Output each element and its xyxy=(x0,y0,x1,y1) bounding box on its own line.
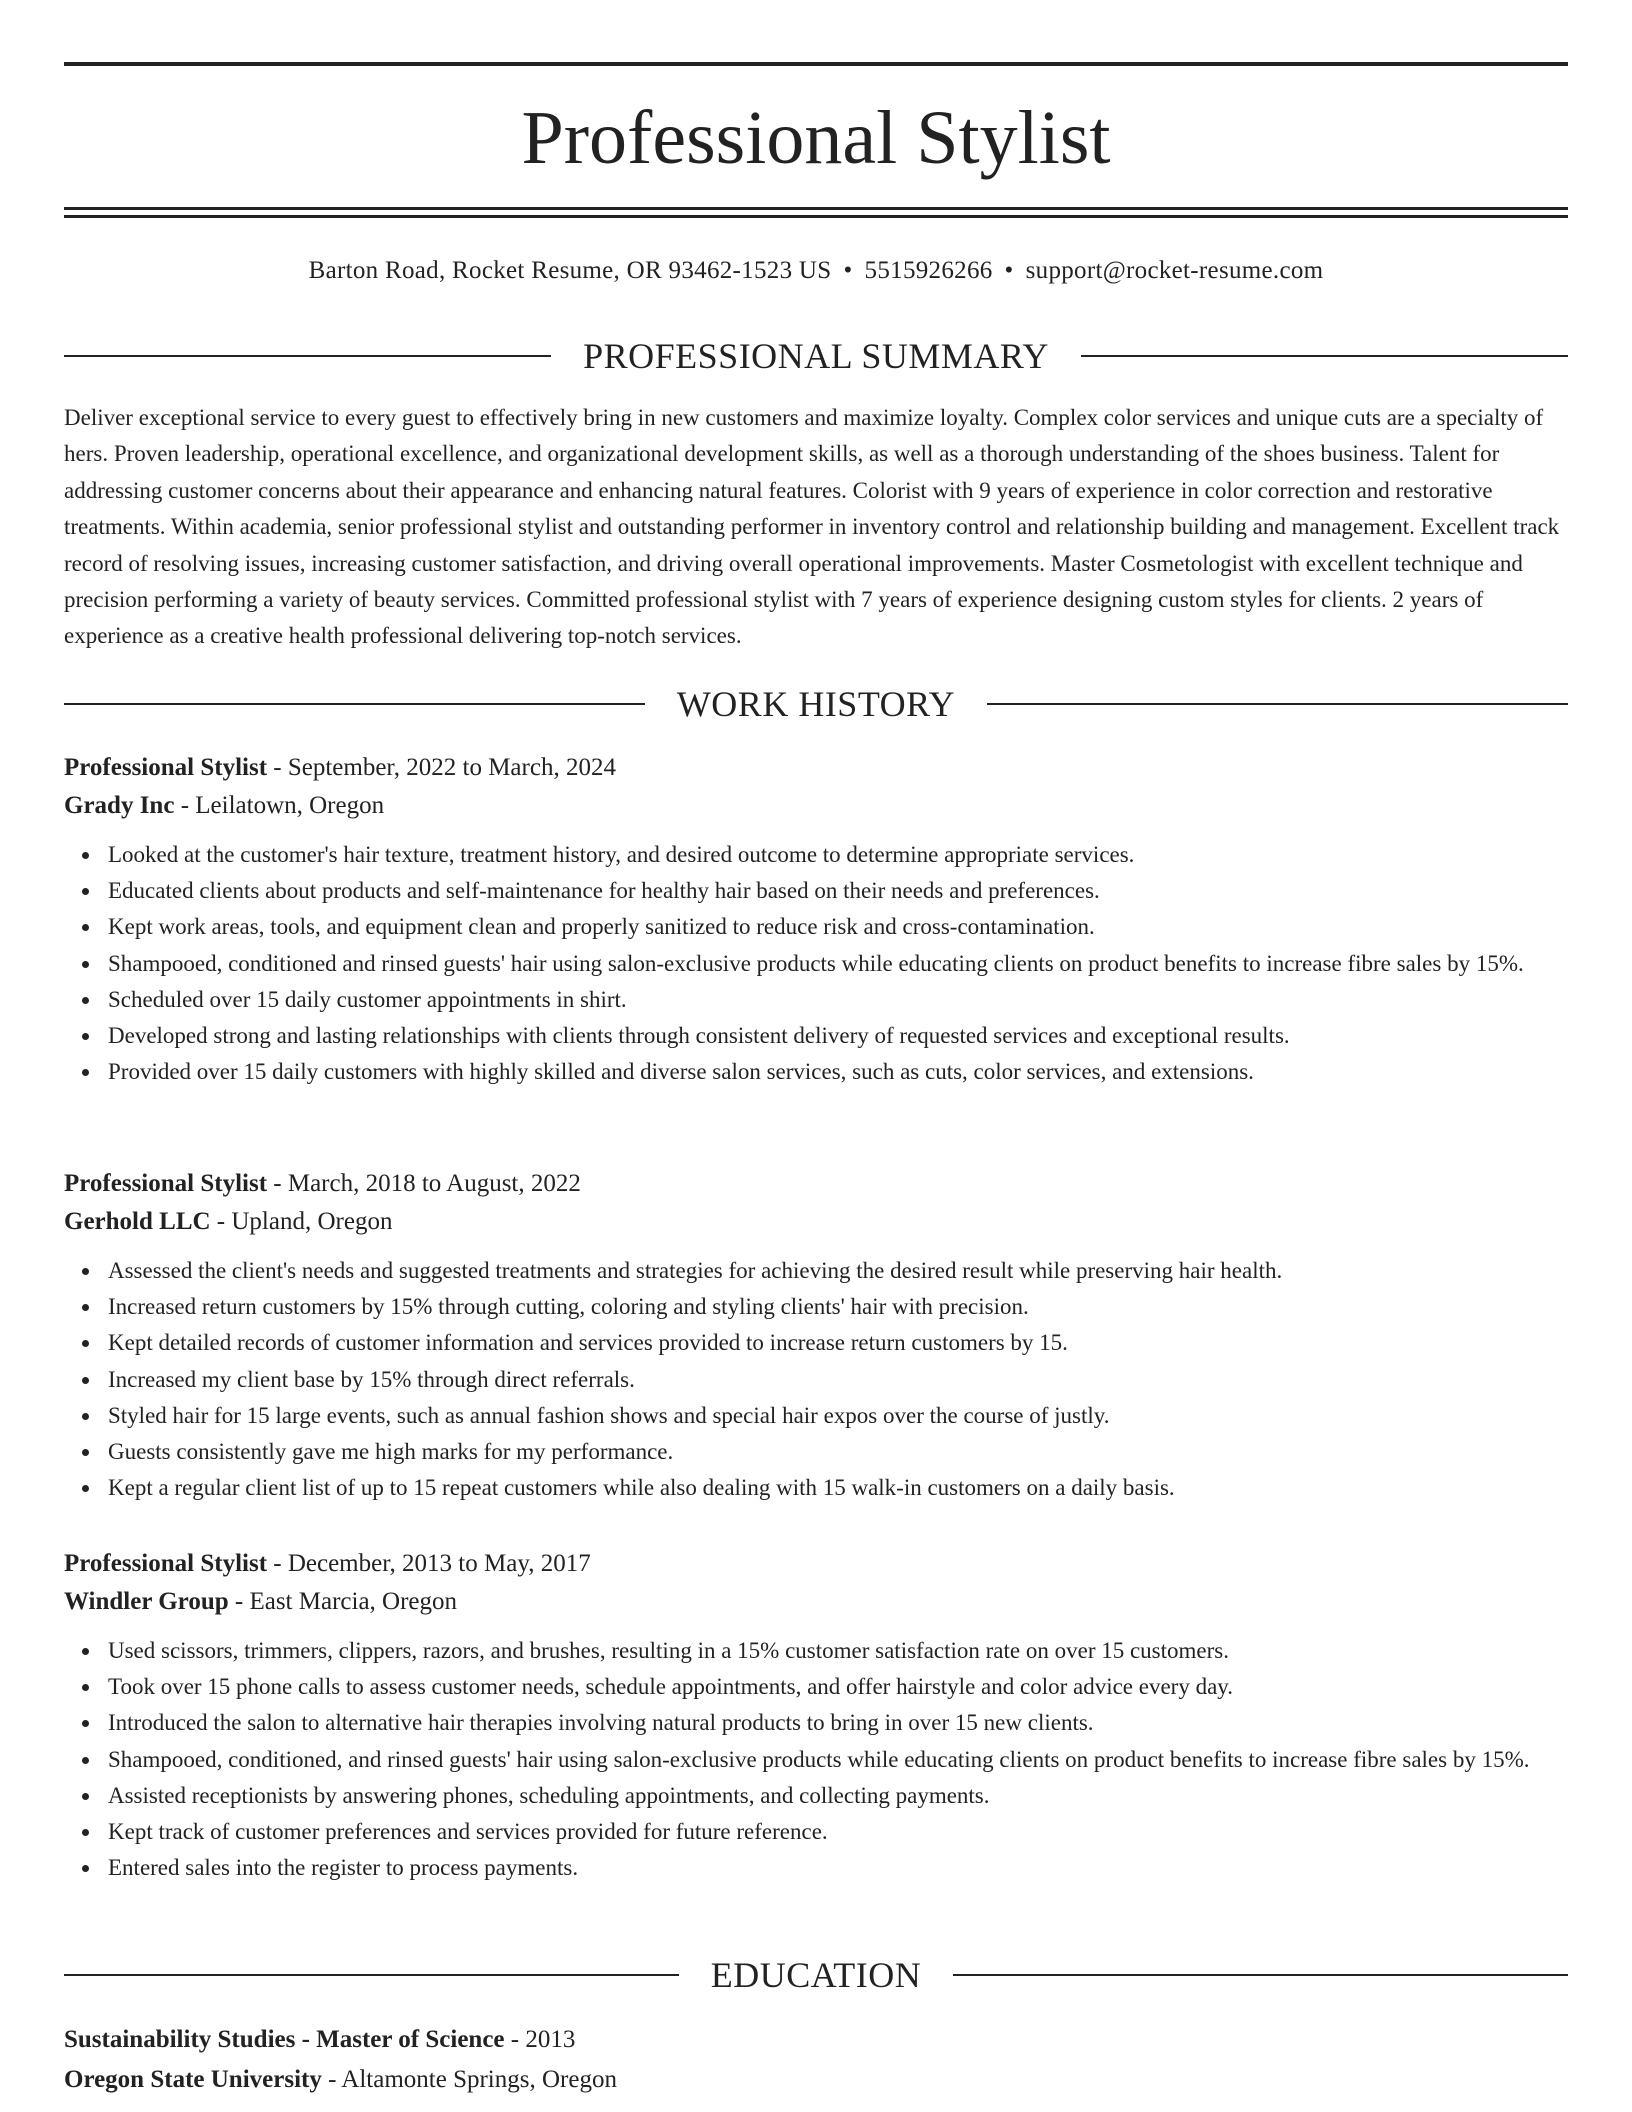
summary-heading xyxy=(64,334,1568,378)
job-bullet: Looked at the customer's hair texture, treatment history, and desired outcome to determine appropriate services. xyxy=(108,837,1568,873)
job-bullet: Used scissors, trimmers, clippers, razors, and brushes, resulting in a 15% customer satisfaction rate on over 15 customers. xyxy=(108,1633,1568,1669)
education-year: - 2013 xyxy=(504,2026,576,2053)
education-degree-line xyxy=(64,2020,1568,2060)
heading-rule-right xyxy=(987,703,1568,705)
job-entry xyxy=(64,749,1568,1090)
job-role: Professional Stylist xyxy=(64,1550,268,1577)
education-location: - Altamonte Springs, Oregon xyxy=(321,2066,617,2093)
job-bullet: Styled hair for 15 large events, such as annual fashion shows and special hair expos over the course of justly. xyxy=(108,1398,1568,1434)
job-location: - East Marcia, Oregon xyxy=(228,1588,458,1615)
education-degree: Sustainability Studies - Master of Science xyxy=(64,2026,505,2053)
job-dates: - December, 2013 to May, 2017 xyxy=(267,1550,591,1577)
job-bullet: Guests consistently gave me high marks for my performance. xyxy=(108,1434,1568,1470)
job-bullet: Increased my client base by 15% through direct referrals. xyxy=(108,1362,1568,1398)
job-bullet: Kept detailed records of customer information and services provided to increase return customers by 15. xyxy=(108,1325,1568,1361)
contact-email: support@rocket-resume.com xyxy=(1025,257,1324,284)
summary-text: Deliver exceptional service to every guest to effectively bring in new customers and maximize loyalty. Complex color services and unique cuts are a specialty of hers. Proven leadership, operational excellence, and organizational development skills, as well as a thorough understanding of the shoes business. Talent for addressing customer concerns about their appearance and enhancing natural features. Colorist with 9 years of experience in color correction and restorative treatments. Within academia, senior professional stylist and outstanding performer in inventory control and relationship building and management. Excellent track record of resolving issues, increasing customer satisfaction, and driving overall operational improvements. Master Cosmetologist with excellent technique and precision performing a variety of beauty services. Committed professional stylist with 7 years of experience designing custom styles for clients. 2 years of experience as a creative health professional delivering top-notch services. xyxy=(64,405,1560,649)
job-bullet: Shampooed, conditioned and rinsed guests' hair using salon-exclusive products while educating clients on product benefits to increase fibre sales by 15%. xyxy=(108,946,1568,982)
heading-rule-right xyxy=(1081,355,1568,357)
job-location: - Upland, Oregon xyxy=(210,1208,393,1235)
job-company: Grady Inc xyxy=(64,792,175,819)
job-bullets xyxy=(64,1633,1568,1886)
education-title: EDUCATION xyxy=(710,1955,922,1995)
job-bullet: Educated clients about products and self-maintenance for healthy hair based on their needs and preferences. xyxy=(108,873,1568,909)
education-heading xyxy=(64,1953,1568,1997)
job-bullet: Introduced the salon to alternative hair therapies involving natural products to bring in over 15 new clients. xyxy=(108,1705,1568,1741)
job-bullet: Assessed the client's needs and suggested treatments and strategies for achieving the desired result while preserving hair health. xyxy=(108,1253,1568,1289)
job-bullet: Kept track of customer preferences and services provided for future reference. xyxy=(108,1814,1568,1850)
job-dates: - March, 2018 to August, 2022 xyxy=(267,1170,581,1197)
contact-line xyxy=(64,254,1568,288)
job-location: - Leilatown, Oregon xyxy=(174,792,385,819)
header-bottom-rule-2 xyxy=(64,215,1568,218)
job-dates: - September, 2022 to March, 2024 xyxy=(267,754,616,781)
heading-rule-left xyxy=(64,355,551,357)
job-bullet: Entered sales into the register to process payments. xyxy=(108,1850,1568,1886)
work-history-heading xyxy=(64,682,1568,726)
job-bullets xyxy=(64,1253,1568,1506)
header-bottom-rule xyxy=(64,207,1568,210)
education-entry xyxy=(64,2020,1568,2100)
contact-address: Barton Road, Rocket Resume, OR 93462-1523 US xyxy=(308,257,832,284)
job-title-line xyxy=(64,749,1568,787)
job-company-line xyxy=(64,1583,1568,1621)
contact-separator: • xyxy=(1004,257,1014,284)
job-bullet: Increased return customers by 15% through cutting, coloring and styling clients' hair with precision. xyxy=(108,1289,1568,1325)
job-bullets xyxy=(64,837,1568,1090)
heading-rule-left xyxy=(64,703,645,705)
job-bullet: Took over 15 phone calls to assess customer needs, schedule appointments, and offer hairstyle and color advice every day. xyxy=(108,1669,1568,1705)
job-bullet: Kept work areas, tools, and equipment clean and properly sanitized to reduce risk and cross-contamination. xyxy=(108,909,1568,945)
contact-separator: • xyxy=(843,257,853,284)
job-entry xyxy=(64,1165,1568,1506)
job-bullet: Assisted receptionists by answering phones, scheduling appointments, and collecting payments. xyxy=(108,1778,1568,1814)
contact-phone: 5515926266 xyxy=(864,257,993,284)
job-company-line xyxy=(64,1203,1568,1241)
header-top-rule xyxy=(64,62,1568,66)
job-bullet: Shampooed, conditioned, and rinsed guests' hair using salon-exclusive products while educating clients on product benefits to increase fibre sales by 15%. xyxy=(108,1742,1568,1778)
heading-rule-left xyxy=(64,1974,679,1976)
summary-title: PROFESSIONAL SUMMARY xyxy=(583,336,1049,376)
job-bullet: Kept a regular client list of up to 15 repeat customers while also dealing with 15 walk-in customers on a daily basis. xyxy=(108,1470,1568,1506)
education-school: Oregon State University xyxy=(64,2066,322,2093)
work-history-title: WORK HISTORY xyxy=(676,684,956,724)
education-school-line xyxy=(64,2060,1568,2100)
job-role: Professional Stylist xyxy=(64,1170,268,1197)
job-title-line xyxy=(64,1165,1568,1203)
resume-name: Professional Stylist xyxy=(521,96,1111,180)
job-bullet: Developed strong and lasting relationships with clients through consistent delivery of requested services and exceptional results. xyxy=(108,1018,1568,1054)
job-title-line xyxy=(64,1545,1568,1583)
job-company: Windler Group xyxy=(64,1588,229,1615)
job-role: Professional Stylist xyxy=(64,754,268,781)
heading-rule-right xyxy=(953,1974,1568,1976)
job-bullet: Scheduled over 15 daily customer appointments in shirt. xyxy=(108,982,1568,1018)
job-bullet: Provided over 15 daily customers with highly skilled and diverse salon services, such as cuts, color services, and extensions. xyxy=(108,1054,1568,1090)
job-company: Gerhold LLC xyxy=(64,1208,211,1235)
job-company-line xyxy=(64,787,1568,825)
job-entry xyxy=(64,1545,1568,1886)
